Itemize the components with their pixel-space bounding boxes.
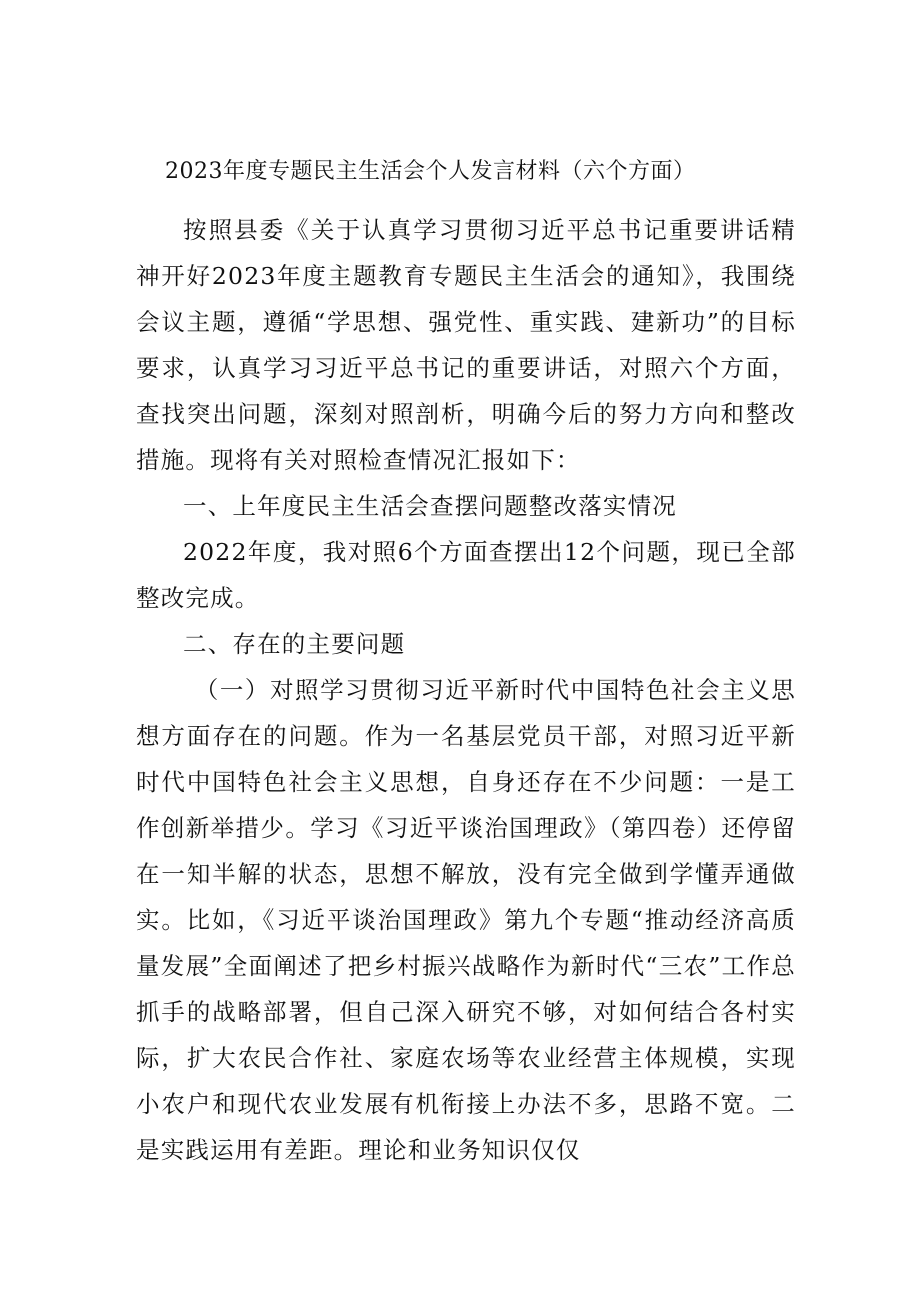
section-heading-2: 二、存在的主要问题 [183, 630, 406, 658]
subsection-paragraph-1: （一）对照学习贯彻习近平新时代中国特色社会主义思想方面存在的问题。作为一名基层党员干部，对照习近平新时代中国特色社会主义思想，自身还存在不少问题：一是工作创新举措少。学习《习近平谈治国理政》（第四卷）还停留在一知半解的状态，思想不解放，没有完全做到学懂弄通做实。比如，《习近平谈治国理政》第九个专题“推动经济高质量发展”全面阐述了把乡村振兴战略作为新时代“三农”工作总抓手的战略部署，但自己深入研究不够，对如何结合各村实际，扩大农民合作社、家庭农场等农业经营主体规模，实现小农户和现代农业发展有机衔接上办法不多，思路不宽。二是实践运用有差距。理论和业务知识仅仅 [136, 676, 796, 1164]
section-1-paragraph: 2022年度，我对照6个方面查摆出12个问题，现已全部整改完成。 [136, 538, 796, 612]
section-heading-1: 一、上年度民主生活会查摆问题整改落实情况 [183, 492, 677, 520]
intro-paragraph: 按照县委《关于认真学习贯彻习近平总书记重要讲话精神开好2023年度主题教育专题民主生活会的通知》，我围绕会议主题，遵循“学思想、强党性、重实践、建新功”的目标要求，认真学习习近平总书记的重要讲话，对照六个方面，查找突出问题，深刻对照剖析，明确今后的努力方向和整改措施。现将有关对照检查情况汇报如下： [136, 216, 796, 474]
document-title: 2023年度专题民主生活会个人发言材料（六个方面） [165, 159, 696, 184]
document-body [136, 207, 796, 1173]
